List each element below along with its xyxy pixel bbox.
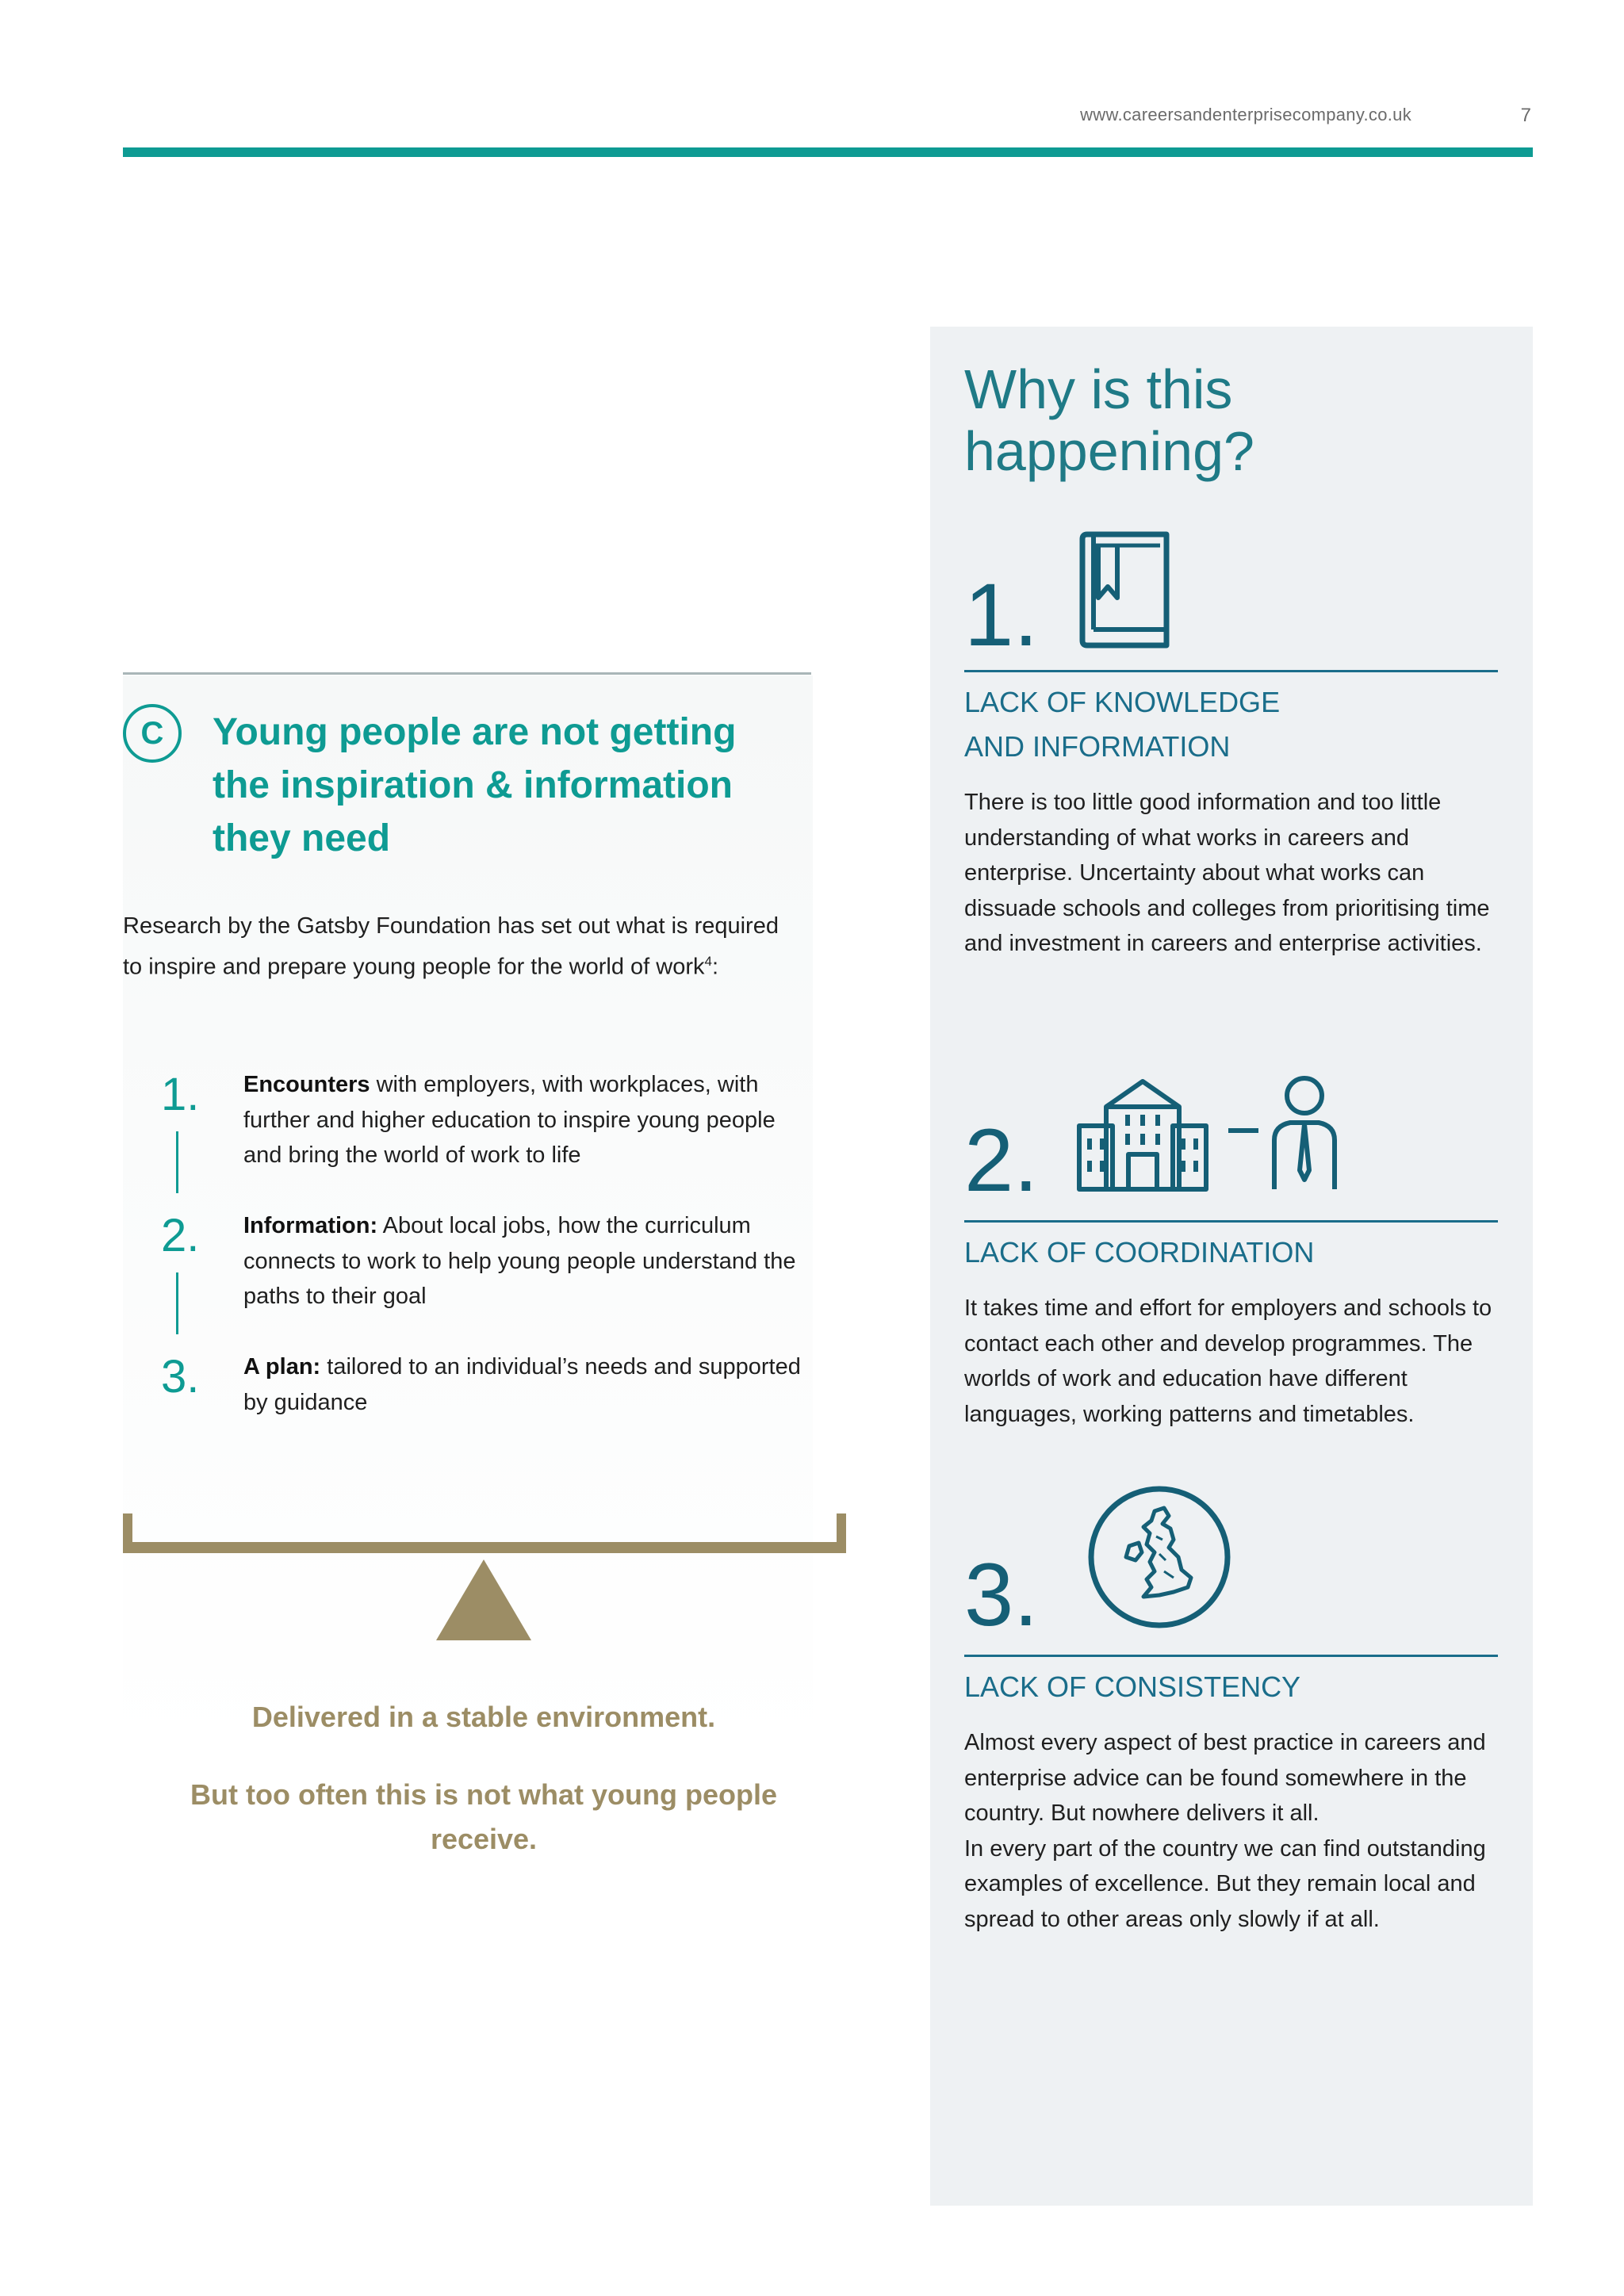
step-number: 2. (161, 1210, 200, 1261)
step-connector (176, 1272, 178, 1334)
reason-rule (964, 1220, 1498, 1223)
seesaw-fulcrum (436, 1559, 531, 1640)
seesaw-illustration (123, 1510, 846, 1645)
step-text (243, 1067, 814, 1173)
uk-map-icon (1086, 1484, 1232, 1630)
reason-number: 1. (964, 565, 1039, 664)
stable-environment-text: Delivered in a stable environment. (251, 1701, 716, 1733)
reason-body (964, 1725, 1511, 1937)
intro-suffix: : (711, 954, 719, 980)
step-description: tailored to an individual’s needs and supported by guidance (243, 1354, 801, 1415)
heading-line: Young people are not getting (213, 711, 737, 753)
reason-body-line: In every part of the country we can find outstanding examples of excellence. But they remain local and spread to other areas only slowly if at all. (964, 1835, 1486, 1932)
section-divider (123, 672, 811, 675)
reason-body: It takes time and effort for employers and schools to contact each other and develop programmes. The worlds of work and education have different languages, working patterns and timetables. (964, 1295, 1492, 1427)
not-received-text: But too often this is not what young people receive. (190, 1778, 777, 1855)
reason-title-line: AND INFORMATION (964, 730, 1231, 763)
reason-body: There is too little good information and too little understanding of what works in careers and enterprise. Uncertainty about what works can dissuade schools and colleges from prioritising time and investment in careers and enterprise activities. (964, 790, 1490, 956)
step-number: 3. (161, 1351, 200, 1402)
heading-line: they need (213, 817, 391, 859)
reason-title (964, 680, 1480, 769)
badge-letter: C (140, 715, 164, 751)
panel-title: Why is this happening? (964, 358, 1254, 482)
step-label: Encounters (243, 1072, 370, 1097)
heading-line: the inspiration & information (213, 764, 733, 806)
website-url[interactable]: www.careersandenterprisecompany.co.uk (1080, 105, 1411, 124)
seesaw-left-post (123, 1513, 132, 1553)
step-label: A plan: (243, 1354, 321, 1380)
reason-title-line: LACK OF KNOWLEDGE (964, 686, 1281, 718)
step-connector (176, 1131, 178, 1193)
step-label: Information: (243, 1213, 378, 1238)
step-text (243, 1208, 814, 1314)
reason-body-line: Almost every aspect of best practice in careers and enterprise advice can be found somewhere in the country. But nowhere delivers it all. (964, 1730, 1486, 1826)
section-badge (123, 704, 182, 763)
reason-rule (964, 1655, 1498, 1657)
person-head (1287, 1078, 1322, 1113)
left-column-background (123, 675, 813, 2214)
footnote-marker: 4 (704, 953, 712, 969)
book-icon (1076, 531, 1174, 649)
intro-paragraph (123, 909, 781, 985)
step-number: 1. (161, 1069, 200, 1120)
reason-title (964, 1665, 1480, 1709)
reason-rule (964, 670, 1498, 672)
seesaw-right-post (837, 1513, 846, 1553)
page-number: 7 (1520, 105, 1531, 126)
reason-title-line: LACK OF COORDINATION (964, 1236, 1315, 1269)
reason-number: 3. (964, 1545, 1039, 1644)
seesaw-beam (123, 1542, 846, 1553)
school-and-person-icon (1076, 1075, 1338, 1194)
step-text (243, 1349, 814, 1420)
header-rule (123, 147, 1533, 157)
section-heading (213, 706, 815, 865)
reason-title-line: LACK OF CONSISTENCY (964, 1670, 1301, 1703)
person-tie (1300, 1124, 1309, 1180)
step-description: with employers, with workplaces, with further and higher education to inspire young people and bring the world of work to life (243, 1072, 776, 1168)
school-roof (1106, 1081, 1179, 1107)
school-door (1128, 1154, 1157, 1189)
step-description: About local jobs, how the curriculum connects to work to help young people understand the paths to their goal (243, 1213, 796, 1309)
intro-text: Research by the Gatsby Foundation has set out what is required to inspire and prepare young people for the world of work (123, 913, 779, 980)
reason-number: 2. (964, 1111, 1039, 1210)
reason-title (964, 1230, 1480, 1275)
